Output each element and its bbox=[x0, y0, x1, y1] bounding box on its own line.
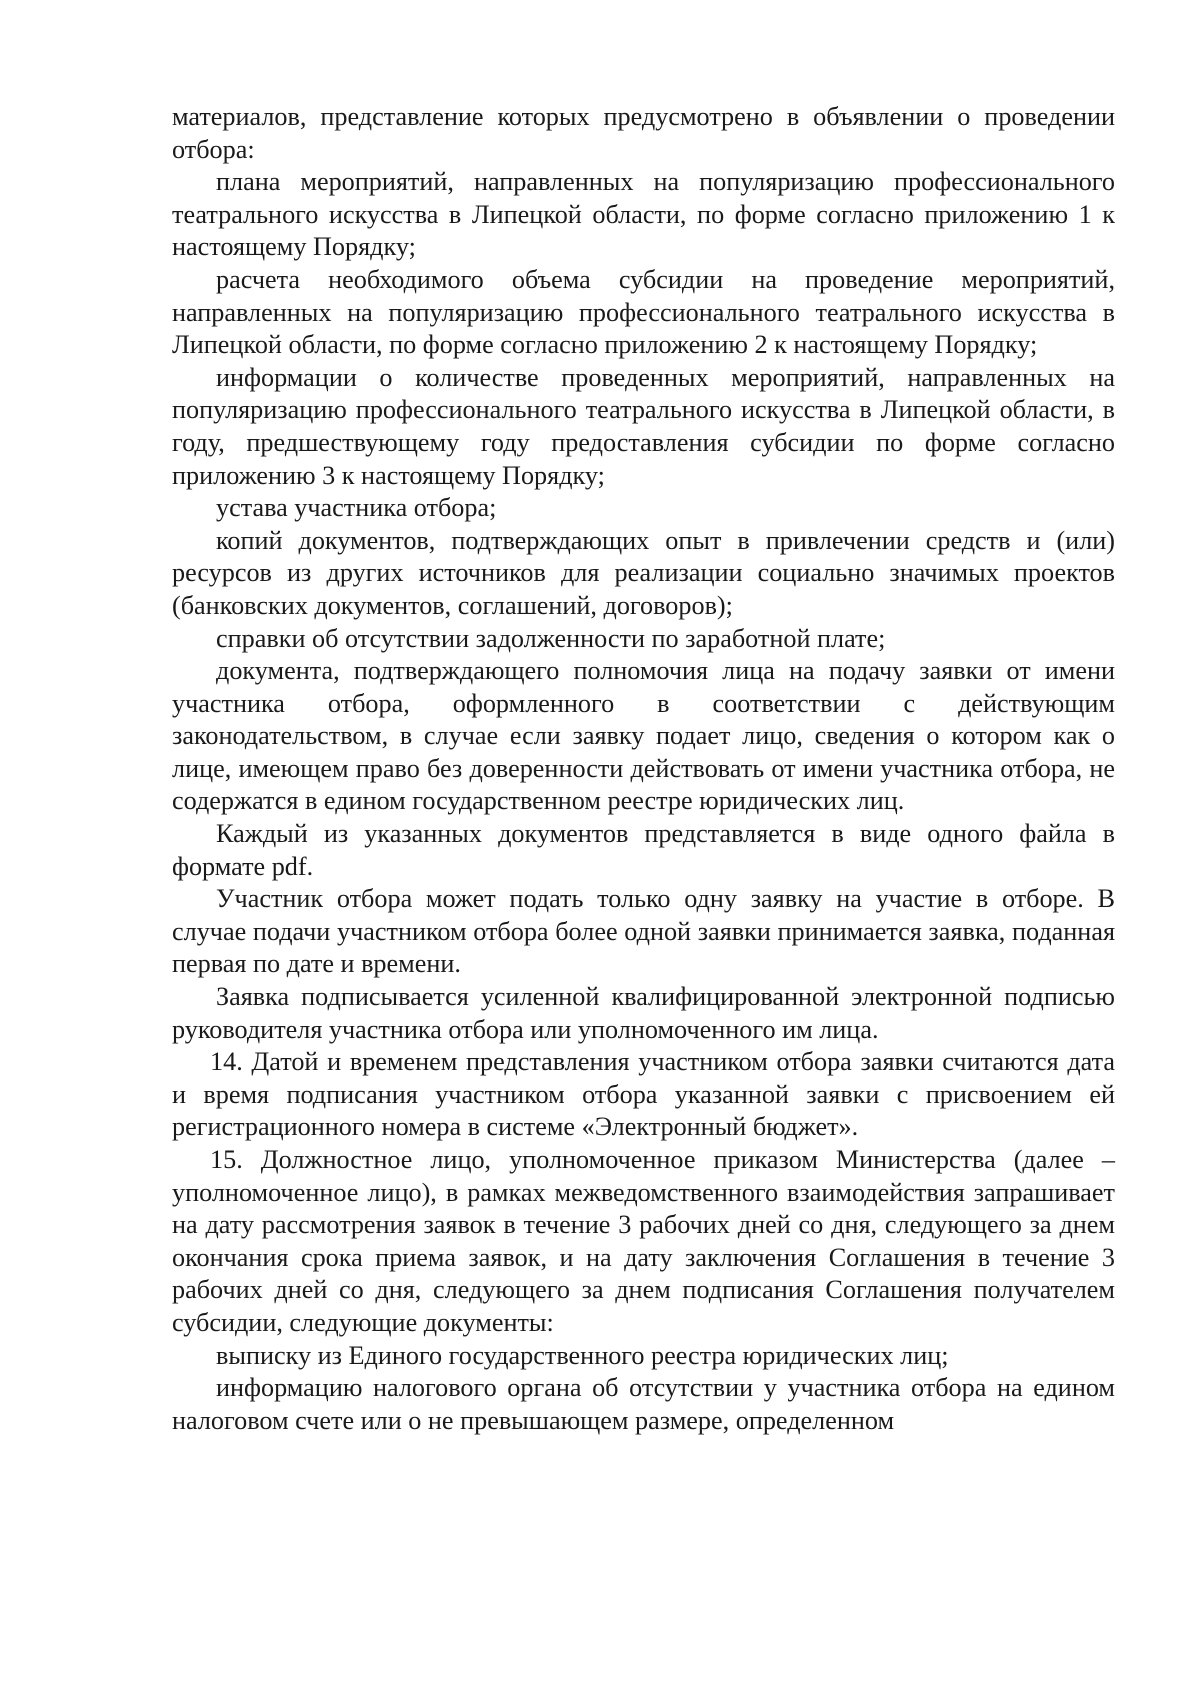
paragraph-events-plan: плана мероприятий, направленных на популяризацию профессионального театрального искусства в Липецкой области, по форме согласно приложению 1 к настоящему Порядку; bbox=[172, 167, 1115, 262]
paragraph-events-count-info: информации о количестве проведенных мероприятий, направленных на популяризацию профессионального театрального искусства в Липецкой области, в году, предшествующему году предоставления субсидии по форме согласно приложению 3 к настоящему Порядку; bbox=[172, 362, 1115, 490]
paragraph-authority-document: документа, подтверждающего полномочия лица на подачу заявки от имени участника отбора, оформленного в соответствии с действующим законодательством, в случае если заявку подает лицо, сведения о котором как о лице, имеющем право без доверенности действовать от имени участника отбора, не содержатся в едином государственном реестре юридических лиц. bbox=[172, 656, 1115, 816]
paragraph-tax-authority-info: информацию налогового органа об отсутствии у участника отбора на едином налоговом счете или о не превышающем размере, определенном bbox=[172, 1373, 1115, 1435]
paragraph-materials-intro: материалов, представление которых предусмотрено в объявлении о проведении отбора: bbox=[172, 102, 1115, 164]
paragraph-single-application: Участник отбора может подать только одну заявку на участие в отборе. В случае подачи участником отбора более одной заявки принимается заявка, поданная первая по дате и времени. bbox=[172, 884, 1115, 979]
paragraph-file-format: Каждый из указанных документов представляется в виде одного файла в формате pdf. bbox=[172, 819, 1115, 881]
paragraph-electronic-signature: Заявка подписывается усиленной квалифицированной электронной подписью руководителя участника отбора или уполномоченного им лица. bbox=[172, 982, 1115, 1044]
paragraph-subsidy-calculation: расчета необходимого объема субсидии на проведение мероприятий, направленных на популяризацию профессионального театрального искусства в Липецкой области, по форме согласно приложению 2 к настоящему Порядку; bbox=[172, 264, 1115, 360]
paragraph-registry-extract: выписку из Единого государственного реестра юридических лиц; bbox=[216, 1340, 949, 1370]
document-body bbox=[172, 101, 1115, 1437]
paragraph-experience-documents: копий документов, подтверждающих опыт в привлечении средств и (или) ресурсов из других источников для реализации социально значимых проектов (банковских документов, соглашений, договоров); bbox=[172, 525, 1115, 620]
paragraph-clause-15: 15. Должностное лицо, уполномоченное приказом Министерства (далее – уполномоченное лицо), в рамках межведомственного взаимодействия запрашивает на дату рассмотрения заявок в течение 3 рабочих дней со дня, следующего за днем окончания срока приема заявок, и на дату заключения Соглашения в течение 3 рабочих дней со дня, следующего за днем подписания Соглашения получателем субсидии, следующие документы: bbox=[172, 1145, 1115, 1337]
paragraph-clause-14: 14. Датой и временем представления участником отбора заявки считаются дата и время подписания участником отбора указанной заявки с присвоением ей регистрационного номера в системе «Электронный бюджет». bbox=[172, 1047, 1115, 1142]
paragraph-salary-debt-certificate: справки об отсутствии задолженности по заработной плате; bbox=[216, 623, 886, 653]
paragraph-charter: устава участника отбора; bbox=[216, 493, 497, 523]
